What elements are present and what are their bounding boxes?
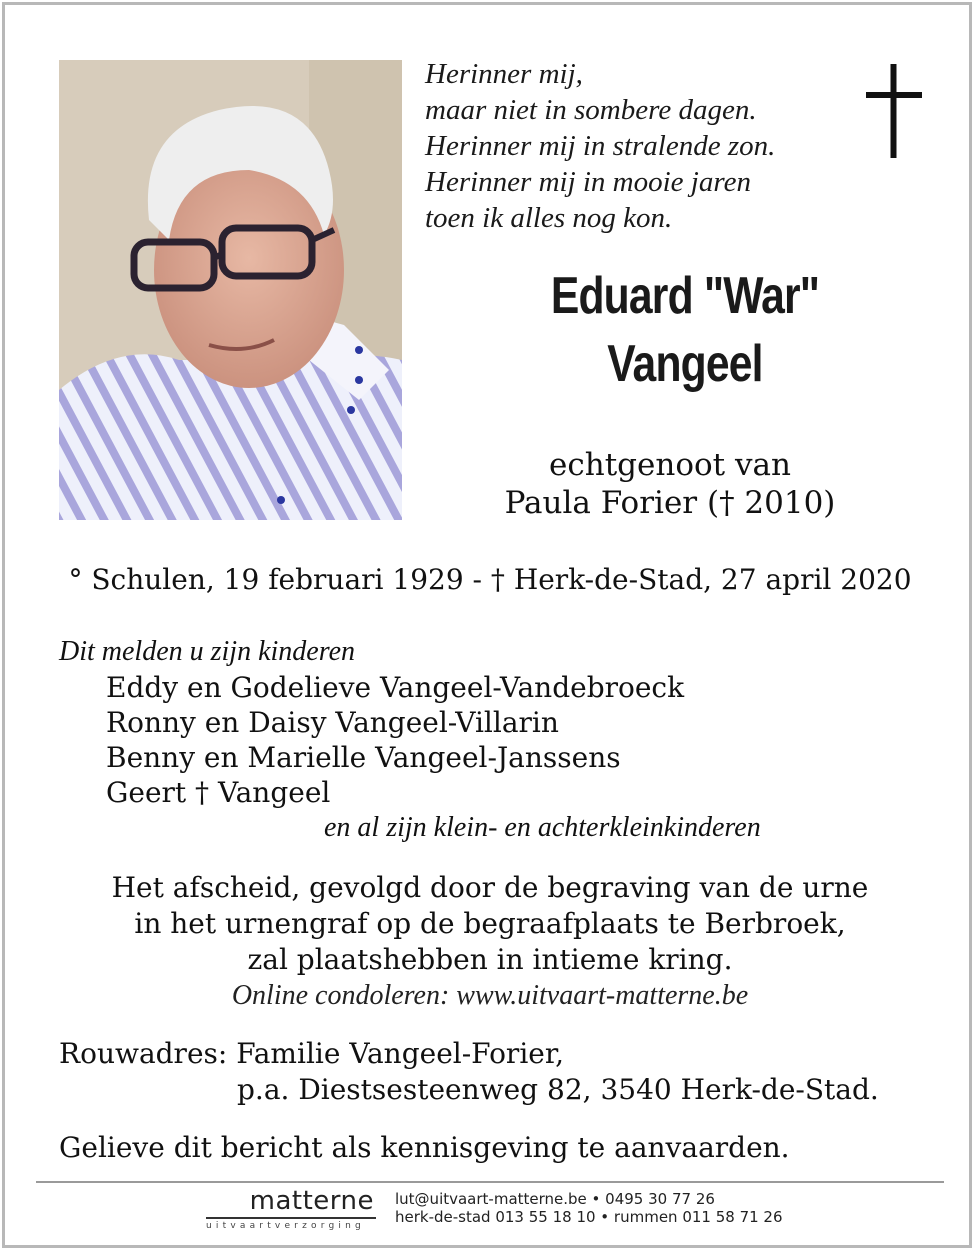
list-item: Geert † Vangeel — [106, 776, 331, 809]
footer-divider — [36, 1181, 944, 1183]
poem-line: Herinner mij in stralende zon. — [425, 130, 776, 162]
funeral-home-logo — [206, 1186, 376, 1234]
online-condolence-link[interactable]: Online condoleren: www.uitvaart-matterne.be — [231, 980, 749, 1011]
deceased-name-line2: Vangeel — [607, 335, 763, 393]
deceased-name — [476, 262, 894, 398]
spouse-line1: echtgenoot van — [549, 447, 791, 483]
farewell-line: in het urnengraf op de begraafplaats te Berbroek, — [134, 907, 846, 940]
funeral-home-contact — [395, 1190, 783, 1226]
poem-line: Herinner mij, — [425, 58, 583, 90]
contact-line2: herk-de-stad 013 55 18 10 • rummen 011 58 71 26 — [395, 1208, 783, 1226]
children-list — [106, 670, 684, 810]
grandchildren-line: en al zijn klein- en achterkleinkinderen — [324, 812, 761, 843]
address-line2: p.a. Diestsesteenweg 82, 3540 Herk-de-Stad. — [237, 1073, 879, 1106]
address-line1: Rouwadres: Familie Vangeel-Forier, — [59, 1037, 565, 1070]
logo-bar — [206, 1217, 376, 1219]
contact-line1[interactable]: lut@uitvaart-matterne.be • 0495 30 77 26 — [395, 1190, 715, 1208]
poem-line: Herinner mij in mooie jaren — [425, 166, 751, 198]
list-item: Ronny en Daisy Vangeel-Villarin — [106, 706, 559, 739]
spouse-line2: Paula Forier († 2010) — [504, 485, 836, 521]
birth-death-dates: ° Schulen, 19 februari 1929 - † Herk-de-Stad, 27 april 2020 — [68, 563, 912, 596]
poem-line: toen ik alles nog kon. — [425, 202, 673, 234]
notification-notice: Gelieve dit bericht als kennisgeving te aanvaarden. — [59, 1131, 790, 1164]
farewell-line: Het afscheid, gevolgd door de begraving van de urne — [111, 871, 869, 904]
list-item: Benny en Marielle Vangeel-Janssens — [106, 741, 621, 774]
portrait-photo — [59, 60, 402, 520]
farewell-notice — [40, 870, 940, 1014]
logo-tagline: uitvaartverzorging — [206, 1221, 365, 1231]
children-intro: Dit melden u zijn kinderen — [59, 636, 356, 667]
memorial-poem — [425, 56, 845, 236]
latin-cross-icon — [866, 64, 922, 158]
mourning-address — [59, 1036, 879, 1108]
spouse-info — [440, 446, 900, 522]
list-item: Eddy en Godelieve Vangeel-Vandebroeck — [106, 671, 685, 704]
poem-line: maar niet in sombere dagen. — [425, 94, 757, 126]
farewell-line: zal plaatshebben in intieme kring. — [247, 943, 733, 976]
deceased-name-line1: Eduard "War" — [550, 267, 820, 325]
logo-word: matterne — [249, 1186, 374, 1216]
